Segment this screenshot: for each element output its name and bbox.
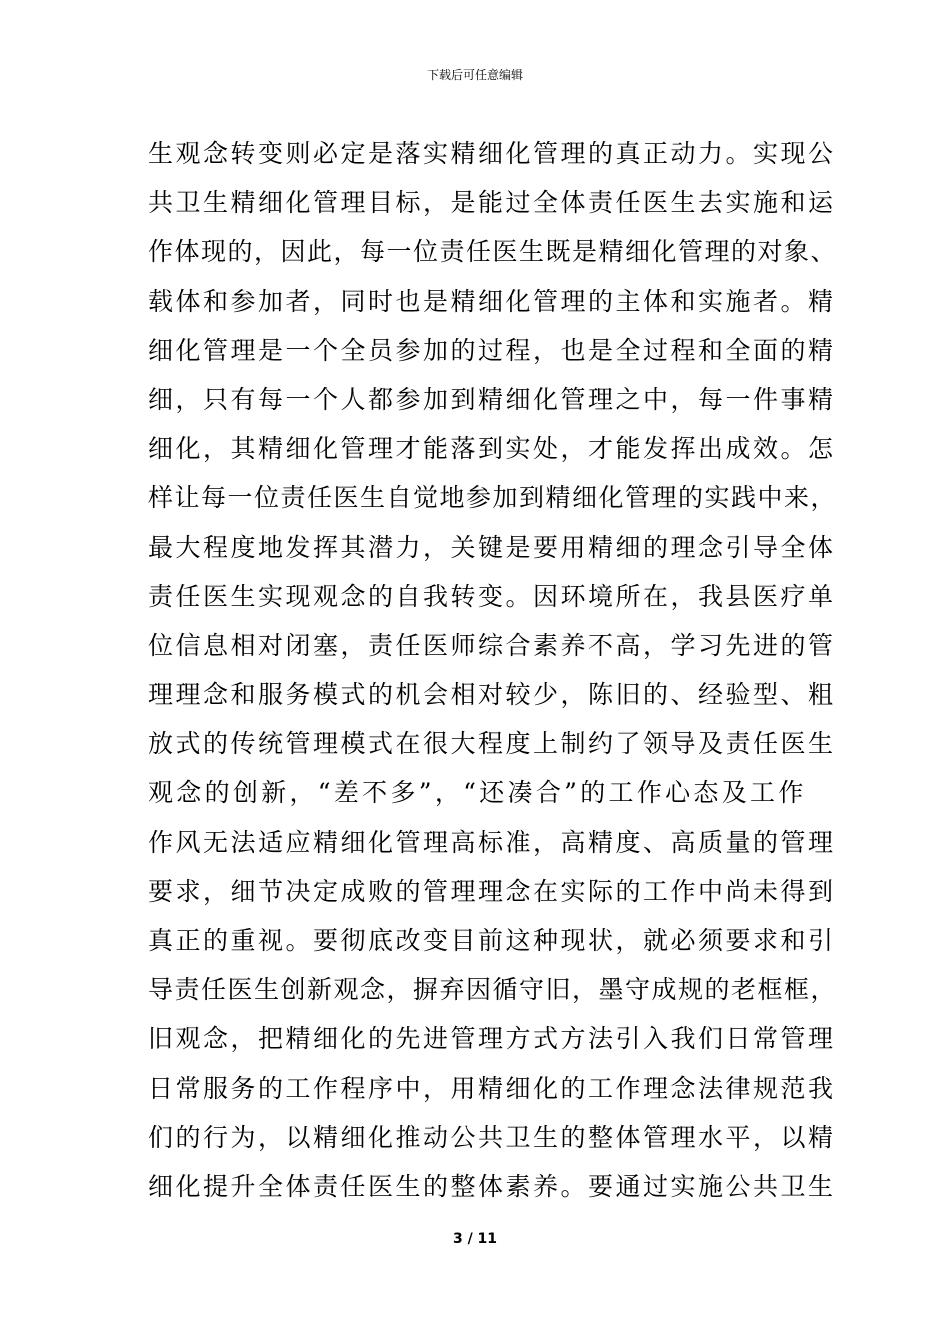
text-line: 责任医生实现观念的自我转变。因环境所在，我县医疗单 [148, 581, 836, 611]
text-line: 们的行为，以精细化推动公共卫生的整体管理水平，以精 [148, 1122, 836, 1152]
text-line: 理理念和服务模式的机会相对较少，陈旧的、经验型、粗 [148, 680, 836, 710]
text-line: 细化，其精细化管理才能落到实处，才能发挥出成效。怎 [148, 434, 836, 464]
text-line: 作风无法适应精细化管理高标准，高精度、高质量的管理 [148, 827, 836, 857]
text-line: 观念的创新，“差不多”，“还凑合”的工作心态及工作 [148, 778, 807, 808]
page-header: 下载后可任意编辑 [426, 68, 523, 82]
text-line: 位信息相对闭塞，责任医师综合素养不高，学习先进的管 [148, 630, 836, 660]
text-line: 最大程度地发挥其潜力，关键是要用精细的理念引导全体 [148, 532, 836, 562]
text-line: 要求，细节决定成败的管理理念在实际的工作中尚未得到 [148, 876, 836, 906]
text-line: 细化管理是一个全员参加的过程，也是全过程和全面的精 [148, 335, 836, 365]
text-line: 真正的重视。要彻底改变目前这种现状，就必须要求和引 [148, 926, 836, 955]
text-line: 载体和参加者，同时也是精细化管理的主体和实施者。精 [148, 286, 836, 316]
text-line: 样让每一位责任医生自觉地参加到精细化管理的实践中来， [148, 483, 838, 513]
text-line: 放式的传统管理模式在很大程度上制约了领导及责任医生 [148, 729, 836, 759]
body-text [148, 129, 838, 1211]
page-number: 3 / 11 [452, 1231, 498, 1247]
text-line: 作体现的，因此，每一位责任医生既是精细化管理的对象、 [148, 237, 838, 267]
text-line: 生观念转变则必定是落实精细化管理的真正动力。实现公 [148, 139, 836, 168]
text-line: 细，只有每一个人都参加到精细化管理之中，每一件事精 [148, 384, 836, 414]
text-line: 共卫生精细化管理目标，是能过全体责任医生去实施和运 [148, 188, 836, 218]
text-line: 导责任医生创新观念，摒弃因循守旧，墨守成规的老框框， [148, 975, 838, 1005]
text-line: 日常服务的工作程序中，用精细化的工作理念法律规范我 [148, 1073, 836, 1103]
text-line: 旧观念，把精细化的先进管理方式方法引入我们日常管理 [148, 1024, 836, 1054]
text-line: 细化提升全体责任医生的整体素养。要通过实施公共卫生 [148, 1171, 836, 1201]
